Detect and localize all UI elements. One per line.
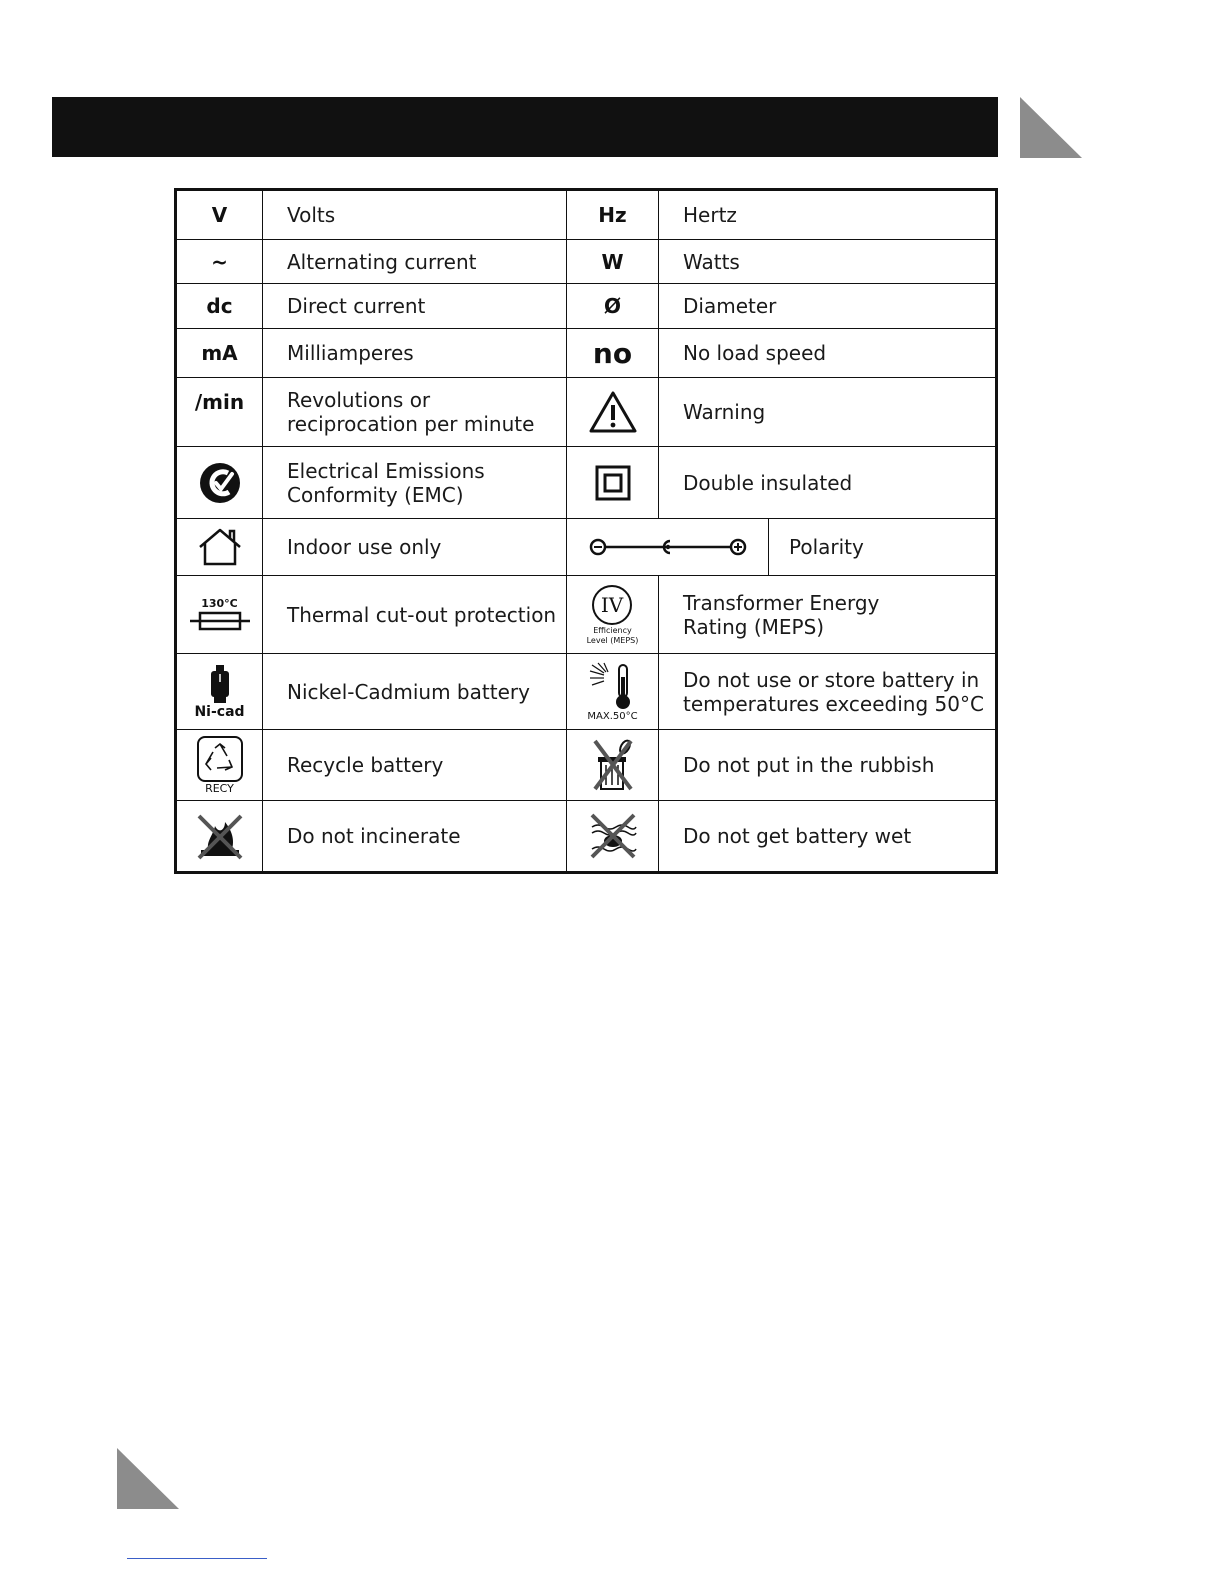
- recycle-battery-label: Recycle battery: [287, 753, 444, 777]
- table-row: [177, 329, 995, 378]
- watts-symbol: W: [601, 249, 624, 274]
- indoor-use-label: Indoor use only: [287, 535, 442, 559]
- per-minute-symbol: /min: [194, 390, 245, 414]
- header-bar: [52, 97, 998, 157]
- nicad-battery-label: Nickel-Cadmium battery: [287, 679, 530, 704]
- symbols-table: [174, 188, 998, 874]
- thermal-fuse-temp: 130°C: [201, 596, 238, 610]
- footnote-rule: [127, 1558, 267, 1559]
- table-row: [177, 447, 995, 519]
- thermal-cutout-label: Thermal cut-out protection: [287, 602, 557, 627]
- polarity-label: Polarity: [789, 535, 864, 559]
- direct-current-label: Direct current: [287, 294, 426, 318]
- warning-label: Warning: [683, 400, 766, 424]
- diameter-symbol: Ø: [603, 294, 621, 318]
- alternating-current-label: Alternating current: [287, 249, 477, 274]
- hertz-symbol: Hz: [598, 203, 627, 227]
- table-row: [177, 730, 995, 801]
- no-incinerate-label: Do not incinerate: [287, 824, 461, 848]
- per-minute-label: Revolutions or reciprocation per minute: [287, 388, 535, 436]
- thermometer-sun-icon: [586, 661, 640, 711]
- no-load-speed-label: No load speed: [683, 341, 827, 365]
- no-fire-icon: [195, 812, 245, 860]
- polarity-icon: [588, 535, 748, 559]
- table-row: [177, 519, 995, 576]
- recy-text: RECY: [205, 781, 234, 795]
- alternating-current-symbol: ~: [211, 249, 228, 274]
- efficiency-level-text: IV: [601, 592, 624, 617]
- battery-temperature-label: Do not use or store battery in temperatures exceeding 50°C: [683, 667, 984, 716]
- table-row: [177, 654, 995, 730]
- hertz-label: Hertz: [683, 203, 737, 227]
- transformer-energy-label: Transformer Energy Rating (MEPS): [683, 590, 880, 639]
- efficiency-caption: Efficiency Level (MEPS): [586, 625, 639, 645]
- milliamperes-symbol: mA: [201, 341, 238, 365]
- direct-current-symbol: dc: [206, 294, 233, 318]
- no-load-speed-symbol: no: [592, 336, 633, 370]
- table-row: [177, 240, 995, 284]
- table-row: [177, 191, 995, 240]
- volts-label: Volts: [287, 203, 336, 227]
- energy-efficiency-icon: [591, 584, 633, 626]
- double-insulated-icon: [595, 465, 631, 501]
- nicad-text: Ni-cad: [194, 703, 245, 720]
- table-row: [177, 284, 995, 329]
- double-insulated-label: Double insulated: [683, 470, 853, 495]
- c-tick-emc-icon: [198, 461, 242, 505]
- diameter-label: Diameter: [683, 294, 777, 318]
- watts-label: Watts: [683, 249, 740, 274]
- thermal-fuse-icon: [190, 610, 250, 632]
- house-icon: [197, 527, 243, 567]
- no-wet-label: Do not get battery wet: [683, 824, 912, 848]
- table-row: [177, 801, 995, 871]
- table-row: [177, 576, 995, 654]
- no-water-icon: [588, 811, 638, 861]
- battery-icon: [205, 664, 235, 704]
- milliamperes-label: Milliamperes: [287, 341, 414, 365]
- corner-triangle-top: [1020, 97, 1082, 158]
- emc-label: Electrical Emissions Conformity (EMC): [287, 458, 485, 507]
- volts-symbol: V: [211, 203, 228, 227]
- recycle-icon: [197, 736, 243, 782]
- max-temp-text: MAX.50°C: [587, 710, 638, 722]
- table-row: [177, 378, 995, 447]
- no-rubbish-label: Do not put in the rubbish: [683, 753, 935, 777]
- corner-triangle-bottom: [117, 1448, 179, 1509]
- no-rubbish-bin-icon: [589, 737, 637, 793]
- warning-triangle-icon: [588, 390, 638, 434]
